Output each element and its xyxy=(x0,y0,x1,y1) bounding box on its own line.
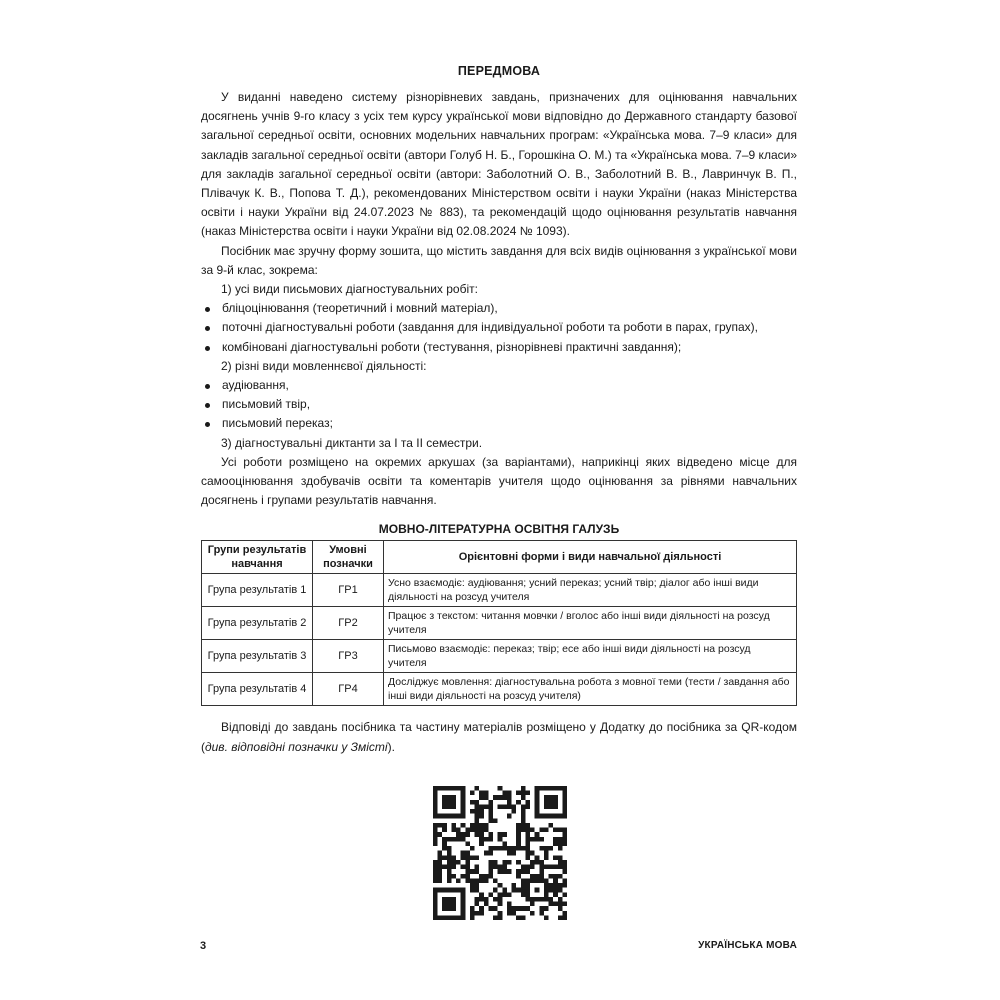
table-row xyxy=(202,607,797,640)
table-cell: ГР1 xyxy=(313,574,384,607)
results-table xyxy=(201,540,797,706)
table-cell: Група результатів 4 xyxy=(202,673,313,706)
page-content xyxy=(201,64,797,757)
bullet-item: письмовий переказ; xyxy=(201,414,797,433)
bullet-item: аудіювання, xyxy=(201,376,797,395)
table-cell: ГР3 xyxy=(313,640,384,673)
table-row xyxy=(202,640,797,673)
list-item-1: 1) усі види письмових діагностувальних робіт: xyxy=(221,282,478,297)
table-cell: Письмово взаємодіє: переказ; твір; есе або інші види діяльності на розсуд учителя xyxy=(384,640,797,673)
book-title: УКРАЇНСЬКА МОВА xyxy=(698,940,797,951)
table-cell: Працює з текстом: читання мовчки / вголос або інші види діяльності на розсуд учителя xyxy=(384,607,797,640)
page-title: ПЕРЕДМОВА xyxy=(457,64,541,78)
table-cell: Досліджує мовлення: діагностувальна робота з мовної теми (тести / завдання або інші види діяльності на розсуд учителя) xyxy=(384,673,797,706)
format-paragraph: Посібник має зручну форму зошита, що містить завдання для всіх видів оцінювання з української мови за 9-й клас, зокрема: xyxy=(201,243,797,277)
table-cell: Група результатів 1 xyxy=(202,574,313,607)
page-number: 3 xyxy=(200,940,207,952)
bullet-item: бліцоцінювання (теоретичний і мовний матеріал), xyxy=(201,299,797,318)
bullet-item: письмовий твір, xyxy=(201,395,797,414)
table-cell: ГР2 xyxy=(313,607,384,640)
column-header: Орієнтовні форми і види навчальної діяльності xyxy=(384,541,797,574)
intro-paragraph: У виданні наведено систему різнорівневих завдань, призначених для оцінювання навчальних досягнень учнів 9-го класу з усіх тем курсу української мови відповідно до Державного стандарту базової загальної середньої освіти, основних модельних навчальних програм: «Українська мова. 7–9 класи» для закладів загальної середньої освіти (автори Голуб Н. Б., Горошкіна О. М.) та «Українська мова. 7–9 класи» для закладів загальної середньої освіти (автори: Заболотний О. В., Заболотний В. В., Лавринчук В. П., Плівачук К. В., Попова Т. Д.), рекомендованих Міністерством освіти і науки України (наказ Міністерства освіти і науки України від 24.07.2023 № 883), та рекомендацій щодо оцінювання результатів навчання (наказ Міністерства освіти і науки України від 02.08.2024 № 1093). xyxy=(201,90,797,239)
qr-note-italic: див. відповідні позначки у Змісті xyxy=(205,739,388,754)
bullet-item: поточні діагностувальні роботи (завдання для індивідуальної роботи та роботи в парах, групах), xyxy=(201,318,797,337)
table-cell: Група результатів 2 xyxy=(202,607,313,640)
table-title: МОВНО-ЛІТЕРАТУРНА ОСВІТНЯ ГАЛУЗЬ xyxy=(378,522,620,537)
table-row xyxy=(202,574,797,607)
table-cell: ГР4 xyxy=(313,673,384,706)
table-row xyxy=(202,673,797,706)
list-item-3: 3) діагностувальні диктанти за І та ІІ семестри. xyxy=(221,435,483,450)
table-cell: Усно взаємодіє: аудіювання; усний переказ; усний твір; діалог або інші види діяльності на розсуд учителя xyxy=(384,574,797,607)
worksheets-paragraph: Усі роботи розміщено на окремих аркушах (за варіантами), наприкінці яких відведено місце для самооцінювання здобувачів освіти та коментарів учителя щодо оцінювання за рівнями навчальних досягнень і групами результатів навчання. xyxy=(201,454,797,508)
list-item-2: 2) різні види мовленнєвої діяльності: xyxy=(221,358,427,373)
column-header: Групи результатів навчання xyxy=(202,541,313,574)
table-cell: Група результатів 3 xyxy=(202,640,313,673)
bullet-list-1 xyxy=(201,299,797,357)
column-header: Умовні позначки xyxy=(313,541,384,574)
bullet-list-2 xyxy=(201,376,797,434)
qr-code-icon[interactable] xyxy=(433,786,567,920)
qr-note-end: ). xyxy=(387,739,395,754)
bullet-item: комбіновані діагностувальні роботи (тестування, різнорівневі практичні завдання); xyxy=(201,338,797,357)
qr-note-paragraph xyxy=(201,718,797,756)
table-header-row xyxy=(202,541,797,574)
qr-note-text: Відповіді до завдань посібника та частину матеріалів розміщено у Додатку до посібника за QR-кодом ( xyxy=(201,720,797,754)
